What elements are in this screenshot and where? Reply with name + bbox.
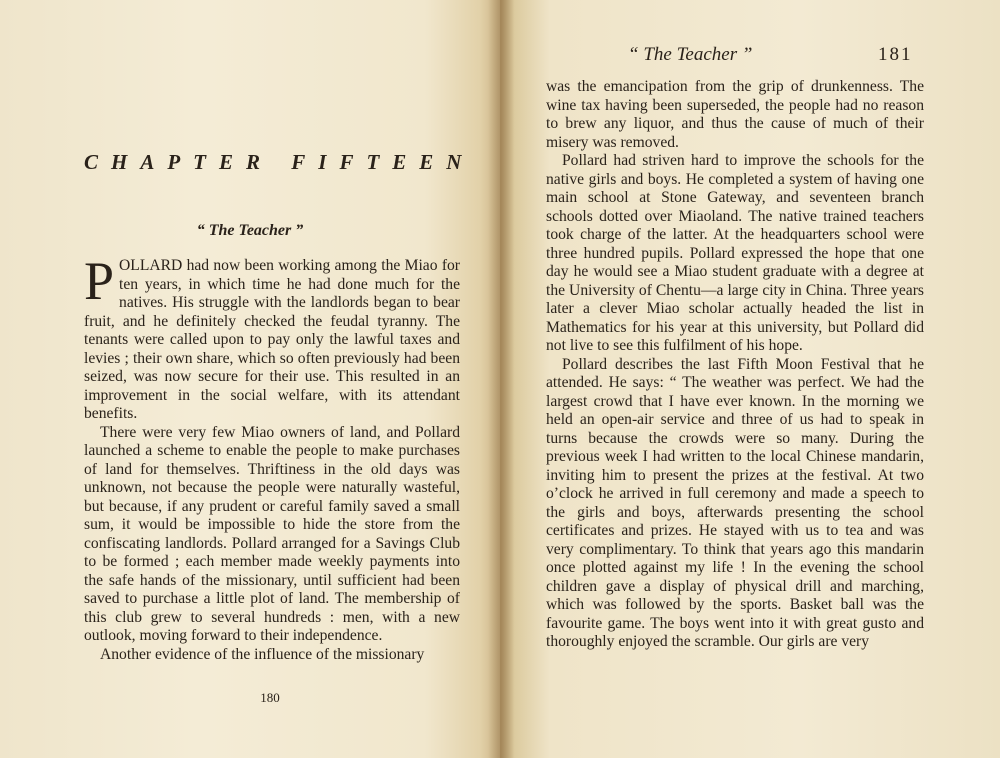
paragraph: was the emancipation from the grip of drunkenness. The wine tax having been superseded, the people had no reason to brew any liquor, and thus the cause of much of their misery was removed.	[546, 78, 924, 151]
paragraph: Pollard had striven hard to improve the schools for the native girls and boys. He completed a system of having one main school at Stone Gateway, and seventeen branch schools dotted over Miaoland. The native trained teachers took charge of the latter. At the headquarters school were three hundred pupils. Pollard expressed the hope that one day he would see a Miao student graduate with a degree at the University of Chentu—a large city in China. Three years later a clever Miao scholar actually headed the list in Mathematics for his year at this university, but Pollard did not live to see this fulfilment of his hope.	[546, 152, 924, 354]
right-body-text	[546, 78, 924, 652]
page-number-right: 181	[878, 44, 913, 65]
left-body-text	[84, 251, 460, 664]
section-title: “ The Teacher ”	[196, 222, 304, 239]
paragraph: Another evidence of the influence of the missionary	[100, 645, 425, 663]
paragraph-text: OLLARD had now been working among the Miao for ten years, in which time he had done much for the natives. His struggle with the landlords began to bear fruit, and he definitely checked the feudal tyranny. The tenants were called upon to pay only the lawful taxes and levies ; their own share, which so often previously had been seized, was now secure for their use. This resulted in an improvement in the social welfare, with its attendant benefits.	[84, 257, 460, 422]
paragraph: There were very few Miao owners of land, and Pollard launched a scheme to enable the people to make purchases of land for themselves. Thriftiness in the old days was unknown, not because the people were naturally wasteful, but because, if any prudent or careful family saved a small sum, it would be impossible to hide the store from the confiscating landlords. Pollard arranged for a Savings Club to be formed ; each member made weekly payments into the safe hands of the missionary, until sufficient had been saved to purchase a little plot of land. The membership of this club grew to several hundreds : men, with a new outlook, moving forward to their independence.	[84, 423, 460, 644]
running-head: “ The Teacher ”	[628, 44, 753, 65]
book-gutter	[488, 0, 514, 758]
drop-cap: P	[84, 251, 115, 311]
page-number-left: 180	[260, 690, 280, 705]
chapter-heading: CHAPTER FIFTEEN	[84, 150, 475, 174]
paragraph: Pollard describes the last Fifth Moon Festival that he attended. He says: “ The weather was perfect. We had the largest crowd that I have ever known. In the morning we held an open-air service and three of us had to speak in turns because the crowds were so many. During the previous week I had written to the local Chinese mandarin, inviting him to present the prizes at the festival. At two o’clock he arrived in full ceremony and made a speech to the girls and boys, afterwards presenting the school certificates and prizes. He stayed with us to tea and was very complimentary. To think that years ago this mandarin once plotted against my life ! In the evening the school children gave a display of physical drill and marching, which was followed by the sports. Basket ball was the favourite game. The boys went into it with great gusto and thoroughly enjoyed the scramble. Our girls are very	[546, 355, 924, 650]
paragraph	[84, 251, 460, 424]
